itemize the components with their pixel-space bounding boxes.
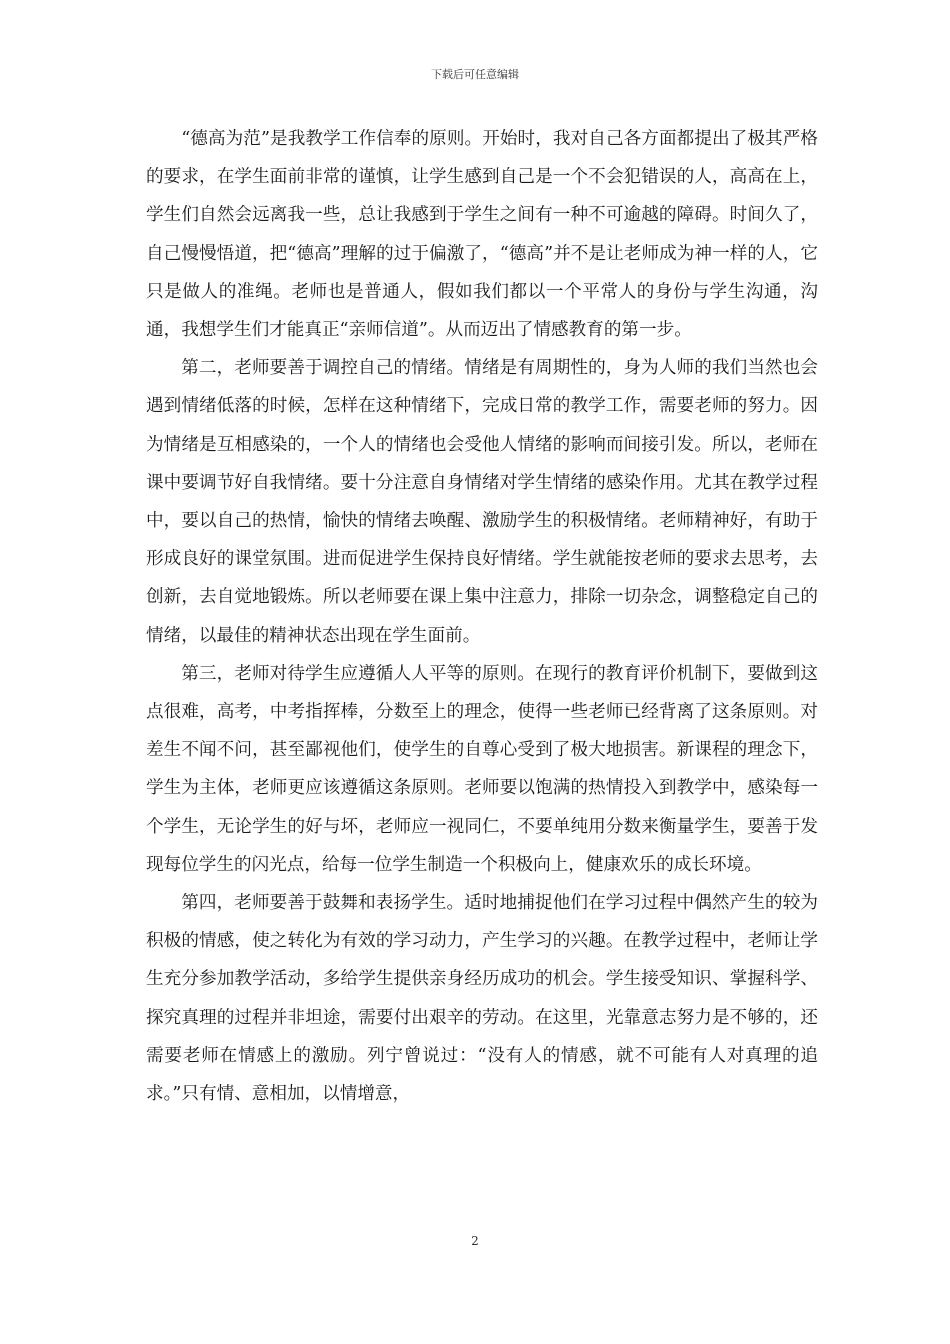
paragraph-third-equality: 第三，老师对待学生应遵循人人平等的原则。在现行的教育评价机制下，要做到这点很难，高考，中考指挥棒，分数至上的理念，使得一些老师已经背离了这条原则。对差生不闻不问，甚至鄙视他们，使学生的自尊心受到了极大地损害。新课程的理念下，学生为主体，老师更应该遵循这条原则。老师要以饱满的热情投入到教学中，感染每一个学生，无论学生的好与坏，老师应一视同仁，不要单纯用分数来衡量学生，要善于发现每位学生的闪光点，给每一位学生制造一个积极向上，健康欢乐的成长环境。 <box>146 663 818 875</box>
document-body <box>146 120 818 1113</box>
paragraph-principle-de-gao: “德高为范”是我教学工作信奉的原则。开始时，我对自己各方面都提出了极其严格的要求，在学生面前非常的谨慎，让学生感到自己是一个不会犯错误的人，高高在上，学生们自然会远离我一些，总让我感到于学生之间有一种不可逾越的障碍。时间久了，自己慢慢悟道，把“德高”理解的过于偏激了，“德高”并不是让老师成为神一样的人，它只是做人的准绳。老师也是普通人，假如我们都以一个平常人的身份与学生沟通，沟通，我想学生们才能真正“亲师信道”。从而迈出了情感教育的第一步。 <box>146 129 818 341</box>
page-header: 下载后可任意编辑 <box>431 68 519 81</box>
paragraph-second-emotion-control: 第二，老师要善于调控自己的情绪。情绪是有周期性的，身为人师的我们当然也会遇到情绪低落的时候，怎样在这种情绪下，完成日常的教学工作，需要老师的努力。因为情绪是互相感染的，一个人的情绪也会受他人情绪的影响而间接引发。所以，老师在课中要调节好自我情绪。要十分注意自身情绪对学生情绪的感染作用。尤其在教学过程中，要以自己的热情，愉快的情绪去唤醒、激励学生的积极情绪。老师精神好，有助于形成良好的课堂氛围。进而促进学生保持良好情绪。学生就能按老师的要求去思考，去创新，去自觉地锻炼。所以老师要在课上集中注意力，排除一切杂念，调整稳定自己的情绪，以最佳的精神状态出现在学生面前。 <box>146 358 818 646</box>
page-number: 2 <box>471 1234 479 1248</box>
paragraph-fourth-encouragement: 第四，老师要善于鼓舞和表扬学生。适时地捕捉他们在学习过程中偶然产生的较为积极的情感，使之转化为有效的学习动力，产生学习的兴趣。在教学过程中，老师让学生充分参加教学活动，多给学生提供亲身经历成功的机会。学生接受知识、掌握科学、探究真理的过程并非坦途，需要付出艰辛的劳动。在这里，光靠意志努力是不够的，还需要老师在情感上的激励。列宁曾说过：“没有人的情感，就不可能有人对真理的追求。”只有情、意相加，以情增意， <box>146 893 818 1105</box>
